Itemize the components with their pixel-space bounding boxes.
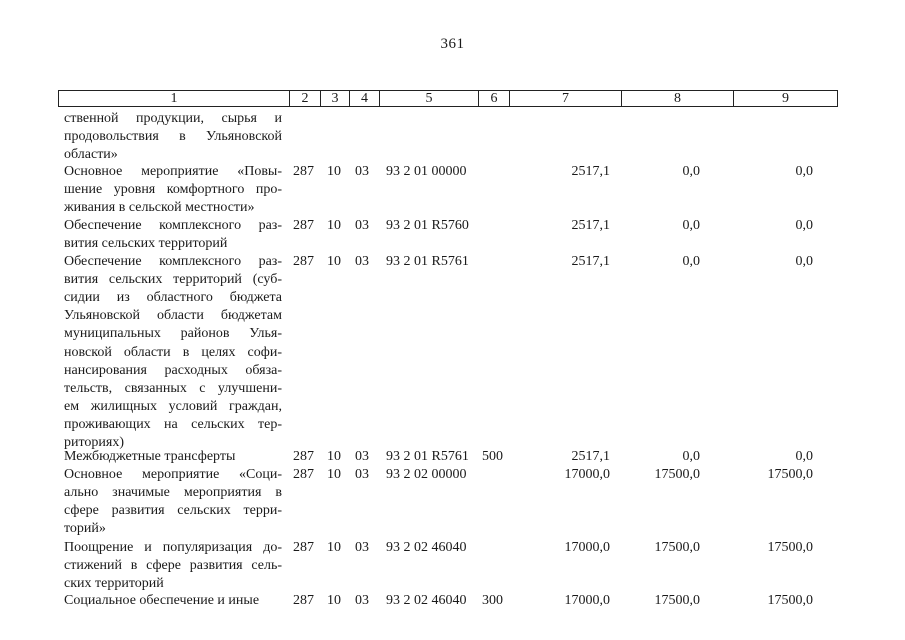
row-name-line: сфере развития сельских терри- (64, 503, 282, 519)
cell-c7: 2517,1 (571, 254, 610, 269)
cell-c8: 0,0 (682, 449, 700, 464)
cell-c2: 287 (293, 593, 314, 608)
row-name-line: Обеспечение комплексного раз- (64, 218, 282, 233)
cell-c4: 03 (355, 218, 369, 233)
row-name-line: ских территорий (64, 576, 164, 592)
cell-c5: 93 2 01 00000 (386, 164, 467, 179)
cell-c2: 287 (293, 254, 314, 269)
row-name-line: ственной продукции, сырья и (64, 111, 282, 126)
cell-c5: 93 2 01 R5761 (386, 254, 469, 269)
cell-c9: 0,0 (795, 254, 813, 269)
cell-c9: 17500,0 (767, 467, 813, 482)
cell-c7: 2517,1 (571, 218, 610, 233)
row-name-line: вития сельских территорий (64, 236, 228, 252)
header-col-5: 5 (379, 91, 478, 106)
cell-c2: 287 (293, 218, 314, 233)
cell-c9: 17500,0 (767, 593, 813, 608)
header-col-7: 7 (509, 91, 621, 106)
row-name-line: Ульяновской области бюджетам (64, 308, 282, 324)
header-col-9: 9 (733, 91, 837, 106)
row-name-line: шение уровня комфортного про- (64, 182, 282, 198)
row-name-line: стижений в сфере развития сель- (64, 558, 282, 574)
header-col-1: 1 (170, 91, 178, 106)
cell-c6: 300 (482, 593, 503, 608)
row-name-line: Основное мероприятие «Соци- (64, 467, 282, 482)
row-name-line: Социальное обеспечение и иные (64, 593, 260, 608)
cell-c9: 0,0 (795, 449, 813, 464)
header-col-6: 6 (478, 91, 509, 106)
cell-c4: 03 (355, 540, 369, 555)
cell-c8: 0,0 (682, 218, 700, 233)
cell-c5: 93 2 02 00000 (386, 467, 467, 482)
cell-c3: 10 (327, 593, 341, 608)
cell-c8: 0,0 (682, 164, 700, 179)
row-name-line: нансирования расходных обяза- (64, 362, 282, 378)
cell-c3: 10 (327, 164, 341, 179)
row-name-line: вития сельских территорий (суб- (64, 272, 282, 288)
cell-c5: 93 2 01 R5761 (386, 449, 469, 464)
cell-c3: 10 (327, 449, 341, 464)
cell-c3: 10 (327, 218, 341, 233)
cell-c9: 0,0 (795, 164, 813, 179)
cell-c4: 03 (355, 593, 369, 608)
row-name-line: Обеспечение комплексного раз- (64, 254, 282, 269)
cell-c4: 03 (355, 467, 369, 482)
row-name-line: сидии из областного бюджета (64, 290, 282, 306)
cell-c2: 287 (293, 449, 314, 464)
cell-c5: 93 2 01 R5760 (386, 218, 469, 233)
cell-c3: 10 (327, 254, 341, 269)
row-name-line: ально значимые мероприятия в (64, 485, 282, 501)
row-name-line: живания в сельской местности» (64, 200, 255, 216)
cell-c2: 287 (293, 164, 314, 179)
row-name-line: проживающих на сельских тер- (64, 416, 282, 432)
cell-c3: 10 (327, 540, 341, 555)
cell-c6: 500 (482, 449, 503, 464)
page-number: 361 (440, 36, 465, 52)
cell-c4: 03 (355, 254, 369, 269)
cell-c8: 17500,0 (654, 467, 700, 482)
row-name-line: продовольствия в Ульяновской (64, 129, 282, 145)
cell-c7: 2517,1 (571, 164, 610, 179)
cell-c2: 287 (293, 467, 314, 482)
header-col-4: 4 (349, 91, 379, 106)
cell-c2: 287 (293, 540, 314, 555)
cell-c8: 0,0 (682, 254, 700, 269)
cell-c9: 0,0 (795, 218, 813, 233)
cell-c5: 93 2 02 46040 (386, 540, 467, 555)
cell-c3: 10 (327, 467, 341, 482)
cell-c8: 17500,0 (654, 540, 700, 555)
row-name-line: ем жилищных условий граждан, (64, 398, 282, 414)
header-col-8: 8 (621, 91, 733, 106)
cell-c7: 17000,0 (564, 593, 610, 608)
cell-c7: 17000,0 (564, 467, 610, 482)
cell-c8: 17500,0 (654, 593, 700, 608)
header-col-3: 3 (320, 91, 349, 106)
row-name-line: муниципальных районов Улья- (64, 326, 282, 342)
row-name-line: области» (64, 147, 118, 163)
cell-c4: 03 (355, 449, 369, 464)
cell-c4: 03 (355, 164, 369, 179)
table-header (58, 90, 838, 107)
header-col-2: 2 (289, 91, 320, 106)
row-name-line: риториях) (64, 435, 125, 450)
row-name-line: торий» (64, 521, 106, 537)
cell-c7: 17000,0 (564, 540, 610, 555)
row-name-line: Основное мероприятие «Повы- (64, 164, 282, 179)
row-name-line: Межбюджетные трансферты (64, 449, 236, 464)
cell-c5: 93 2 02 46040 (386, 593, 467, 608)
cell-c7: 2517,1 (571, 449, 610, 464)
row-name-line: новской области в целях софи- (64, 344, 282, 360)
cell-c9: 17500,0 (767, 540, 813, 555)
row-name-line: Поощрение и популяризация до- (64, 540, 282, 555)
row-name-line: тельств, связанных с улучшени- (64, 380, 282, 396)
